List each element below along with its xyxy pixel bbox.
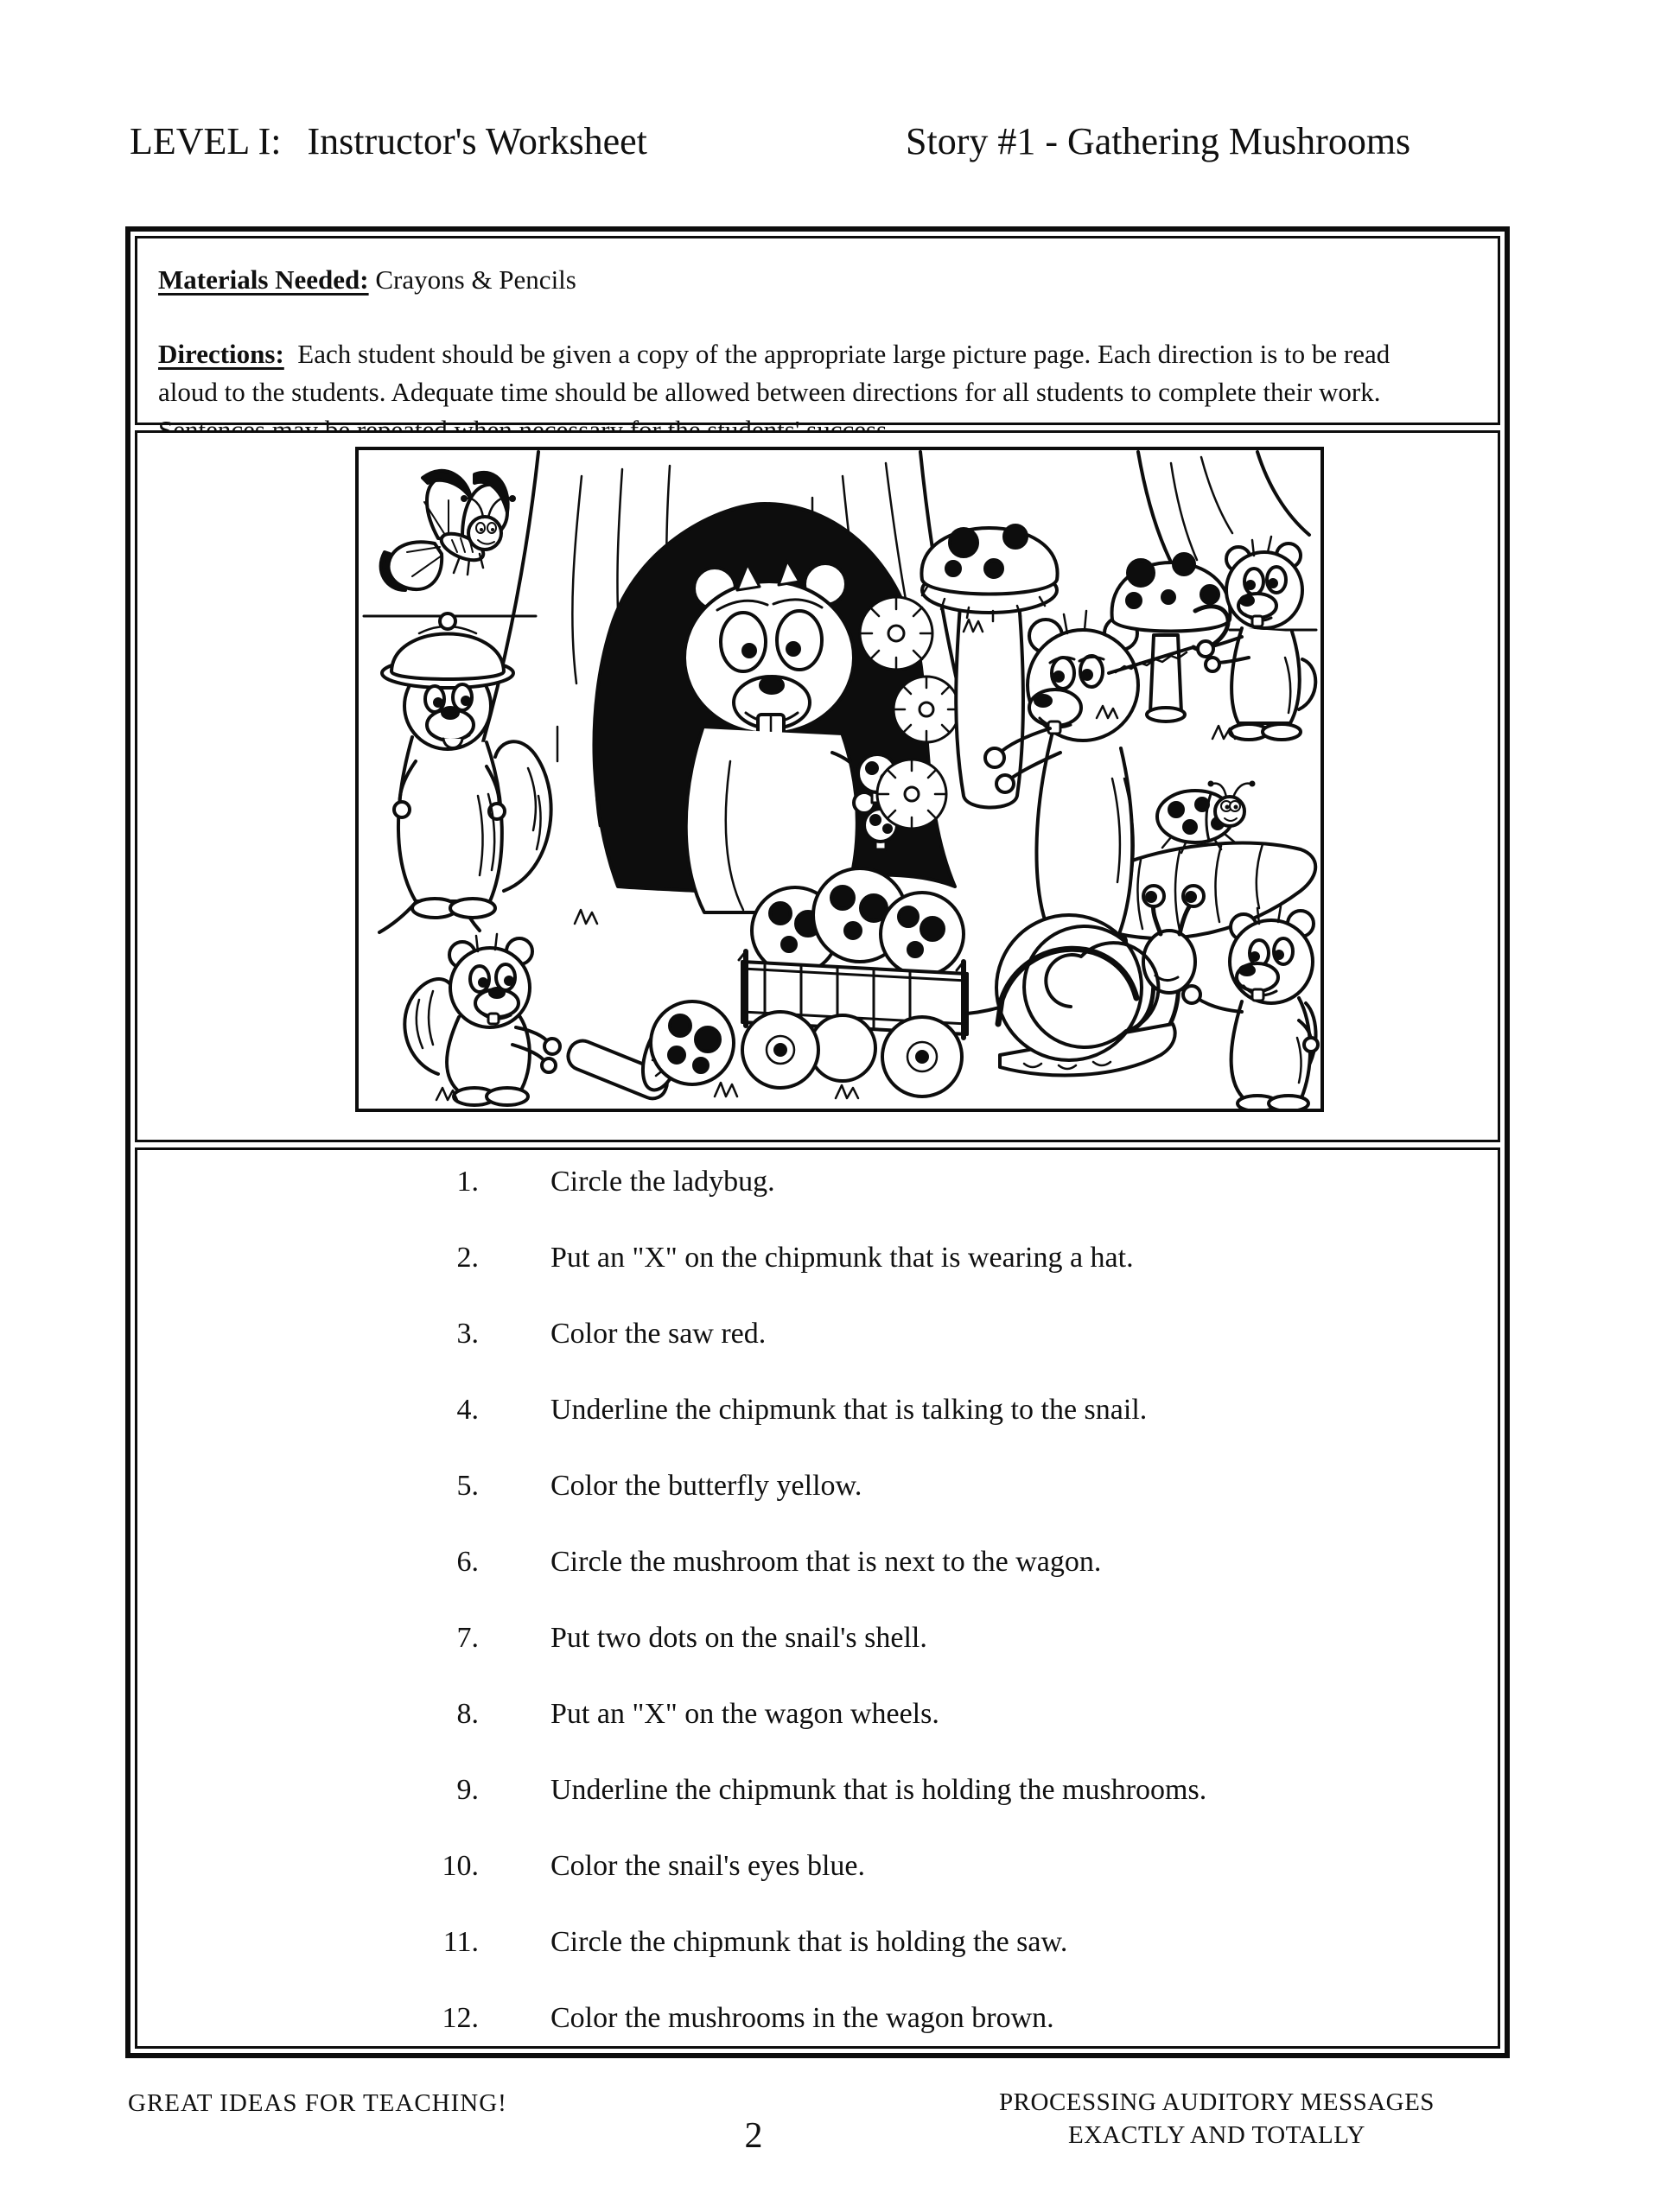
list-item <box>137 1318 1498 1394</box>
list-item <box>137 2002 1498 2049</box>
page-number: 2 <box>744 2116 763 2156</box>
directions-line-1: Directions: Each student should be given a copy of the appropriate large picture page. Each direction is to be read <box>158 339 1390 369</box>
item-number: 2. <box>456 1242 479 1274</box>
item-text: Color the mushrooms in the wagon brown. <box>550 2002 1054 2034</box>
gathering-mushrooms-illustration <box>359 450 1320 1109</box>
list-item <box>137 1698 1498 1774</box>
item-number: 7. <box>456 1622 479 1654</box>
item-text: Circle the mushroom that is next to the wagon. <box>550 1546 1102 1578</box>
worksheet-box <box>125 226 1510 2058</box>
item-text: Put two dots on the snail's shell. <box>550 1622 927 1654</box>
item-number: 6. <box>456 1546 479 1578</box>
item-number: 10. <box>442 1850 479 1882</box>
picture-section <box>135 430 1500 1142</box>
materials-directions-section <box>135 236 1500 425</box>
story-title: Story #1 - Gathering Mushrooms <box>906 120 1411 162</box>
item-number: 11. <box>442 1926 479 1958</box>
footer-right-line2: EXACTLY AND TOTALLY <box>1068 2121 1365 2149</box>
hat-chipmunk-illustration <box>382 613 551 918</box>
item-text: Circle the ladybug. <box>550 1166 775 1198</box>
footer-right-line1: PROCESSING AUDITORY MESSAGES <box>999 2088 1435 2116</box>
list-item <box>137 1850 1498 1926</box>
list-item <box>137 1394 1498 1470</box>
small-chipmunk-illustration <box>404 934 560 1105</box>
materials-value: Crayons & Pencils <box>375 264 576 295</box>
item-text: Color the butterfly yellow. <box>550 1470 862 1502</box>
list-item <box>137 1926 1498 2002</box>
item-text: Put an "X" on the wagon wheels. <box>550 1698 939 1730</box>
item-number: 3. <box>456 1318 479 1350</box>
item-number: 8. <box>456 1698 479 1730</box>
item-text: Underline the chipmunk that is holding the mushrooms. <box>550 1774 1207 1806</box>
footer-right <box>975 2086 1459 2152</box>
directions-label: Directions: <box>158 339 284 369</box>
butterfly-illustration <box>381 471 516 590</box>
item-text: Color the snail's eyes blue. <box>550 1850 866 1882</box>
list-item <box>137 1774 1498 1850</box>
level-label: LEVEL I: <box>130 120 282 162</box>
talking-chipmunk-illustration <box>1183 906 1318 1109</box>
item-number: 12. <box>442 2002 479 2034</box>
list-item <box>137 1622 1498 1698</box>
item-number: 1. <box>456 1166 479 1198</box>
directions-line-2: aloud to the students. Adequate time should be allowed between directions for all students to complete their work. <box>158 377 1381 407</box>
item-text: Put an "X" on the chipmunk that is wearing a hat. <box>550 1242 1134 1274</box>
sawing-chipmunk-illustration <box>1198 537 1315 740</box>
toppled-mushroom-illustration <box>564 1001 734 1103</box>
materials-label: Materials Needed: <box>158 264 369 295</box>
item-text: Color the saw red. <box>550 1318 767 1350</box>
item-number: 4. <box>456 1394 479 1426</box>
item-number: 5. <box>456 1470 479 1502</box>
item-text: Circle the chipmunk that is holding the saw. <box>550 1926 1068 1958</box>
instructions-section <box>135 1147 1500 2049</box>
item-text: Underline the chipmunk that is talking to the snail. <box>550 1394 1148 1426</box>
list-item <box>137 1166 1498 1242</box>
list-item <box>137 1470 1498 1546</box>
footer-left: GREAT IDEAS FOR TEACHING! <box>128 2089 507 2117</box>
materials-row <box>158 261 1480 299</box>
picture-frame <box>355 447 1324 1112</box>
list-item <box>137 1546 1498 1622</box>
page-title-left <box>130 119 647 163</box>
wagon-illustration <box>739 868 1009 1096</box>
level-title: Instructor's Worksheet <box>307 120 647 162</box>
list-item <box>137 1242 1498 1318</box>
item-number: 9. <box>456 1774 479 1806</box>
